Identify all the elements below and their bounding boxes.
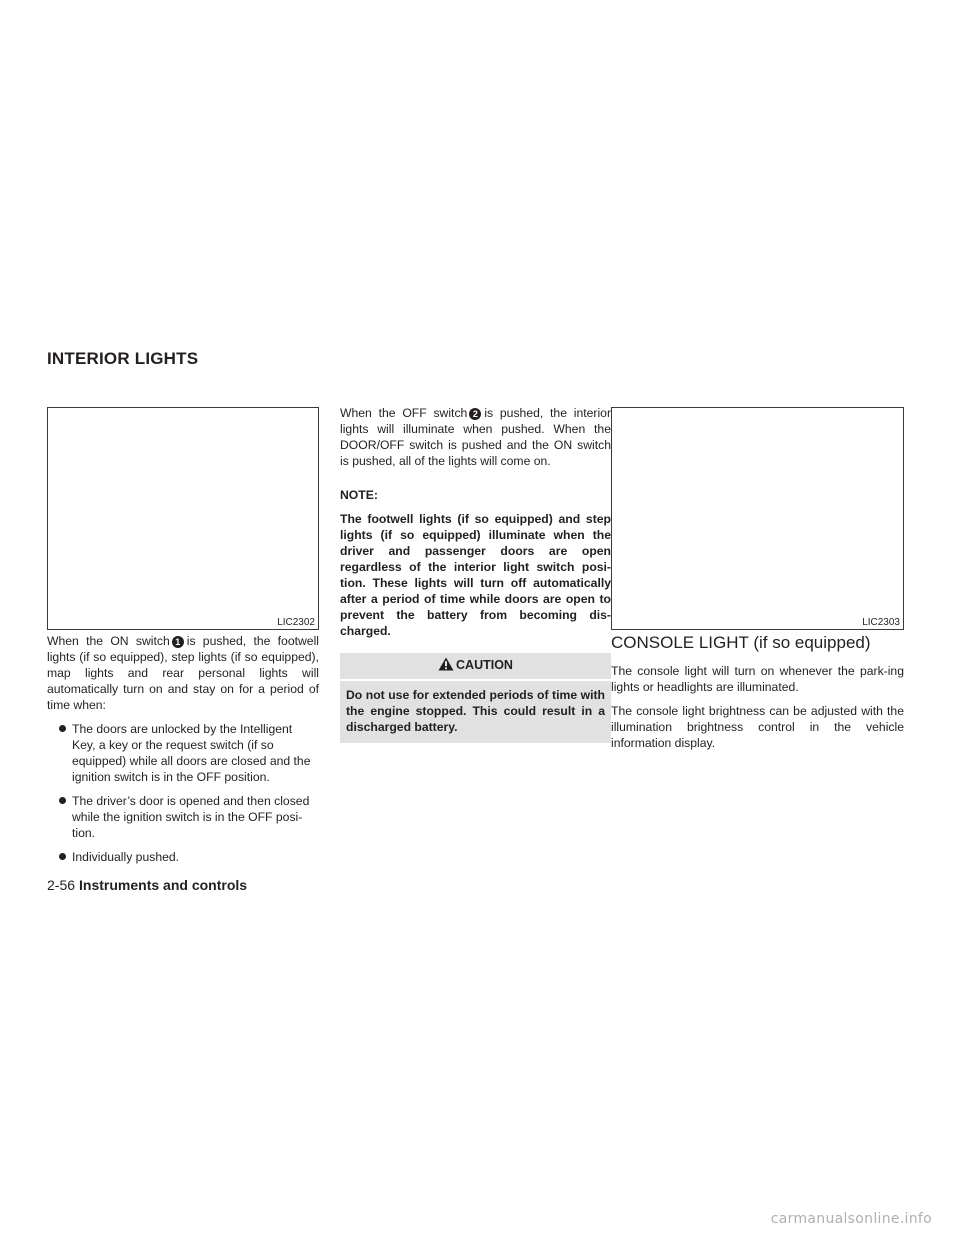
- figure-console-light-illustration: [611, 407, 904, 630]
- callout-number-icon: 2: [469, 408, 481, 420]
- right-column: [611, 633, 904, 759]
- warning-triangle-icon: [438, 657, 454, 675]
- console-light-paragraph-1: The console light will turn on whenever the park-ing lights or headlights are illuminated.: [611, 664, 904, 694]
- page-footer: [47, 877, 247, 893]
- list-item: [57, 721, 319, 785]
- callout-number-icon: 1: [172, 636, 184, 648]
- chapter-title: Instruments and controls: [79, 877, 248, 893]
- console-light-heading: CONSOLE LIGHT (if so equipped): [611, 633, 871, 652]
- bullet-icon: [59, 853, 66, 860]
- list-item-text: Individually pushed.: [72, 850, 180, 864]
- section-title: INTERIOR LIGHTS: [47, 349, 199, 368]
- paragraph-text: When the OFF switch: [340, 406, 468, 420]
- paragraph-text: is pushed, the footwell lights (if so equipped), step lights (if so equipped), map lights and rear personal lights will automatically turn on and stay on for a period of time when:: [47, 634, 319, 712]
- list-item-text: The driver’s door is opened and then closed while the ignition switch is in the OFF posi-tion.: [72, 794, 310, 840]
- figure-code: LIC2303: [862, 617, 900, 628]
- figure-code: LIC2302: [277, 617, 315, 628]
- note-label: NOTE:: [340, 488, 378, 502]
- paragraph-text: When the ON switch: [47, 634, 170, 648]
- list-item: [57, 849, 319, 865]
- on-switch-paragraph: [47, 633, 319, 713]
- caution-header: [340, 653, 611, 681]
- off-switch-paragraph: [340, 405, 611, 469]
- caution-label: CAUTION: [456, 658, 513, 672]
- figure-switch-illustration: [47, 407, 319, 630]
- page-number: 2-56: [47, 877, 76, 893]
- console-light-paragraph-2: The console light brightness can be adjusted with the illumination brightness control in the vehicle information display.: [611, 704, 904, 750]
- list-item: [57, 793, 319, 841]
- left-column: [47, 633, 319, 873]
- watermark: carmanualsonline.info: [770, 1211, 932, 1227]
- bullet-icon: [59, 725, 66, 732]
- note-text: The footwell lights (if so equipped) and step lights (if so equipped) illuminate when the driver and passenger doors are open regardless of the interior light switch posi-tion. These lights will turn off automatically after a period of time while doors are open to prevent the battery from becoming dis-charged.: [340, 512, 611, 638]
- caution-box: [340, 653, 611, 743]
- bullet-icon: [59, 797, 66, 804]
- conditions-list: [57, 721, 319, 865]
- caution-text: Do not use for extended periods of time with the engine stopped. This could result in a discharged battery.: [346, 688, 605, 734]
- paragraph-text: is pushed, the interior lights will illuminate when pushed. When the DOOR/OFF switch is pushed and the ON switch is pushed, all of the lights will come on.: [340, 406, 612, 468]
- list-item-text: The doors are unlocked by the Intelligent Key, a key or the request switch (if so equipped) while all doors are closed and the ignition switch is in the OFF position.: [72, 722, 311, 784]
- middle-column: [340, 405, 611, 743]
